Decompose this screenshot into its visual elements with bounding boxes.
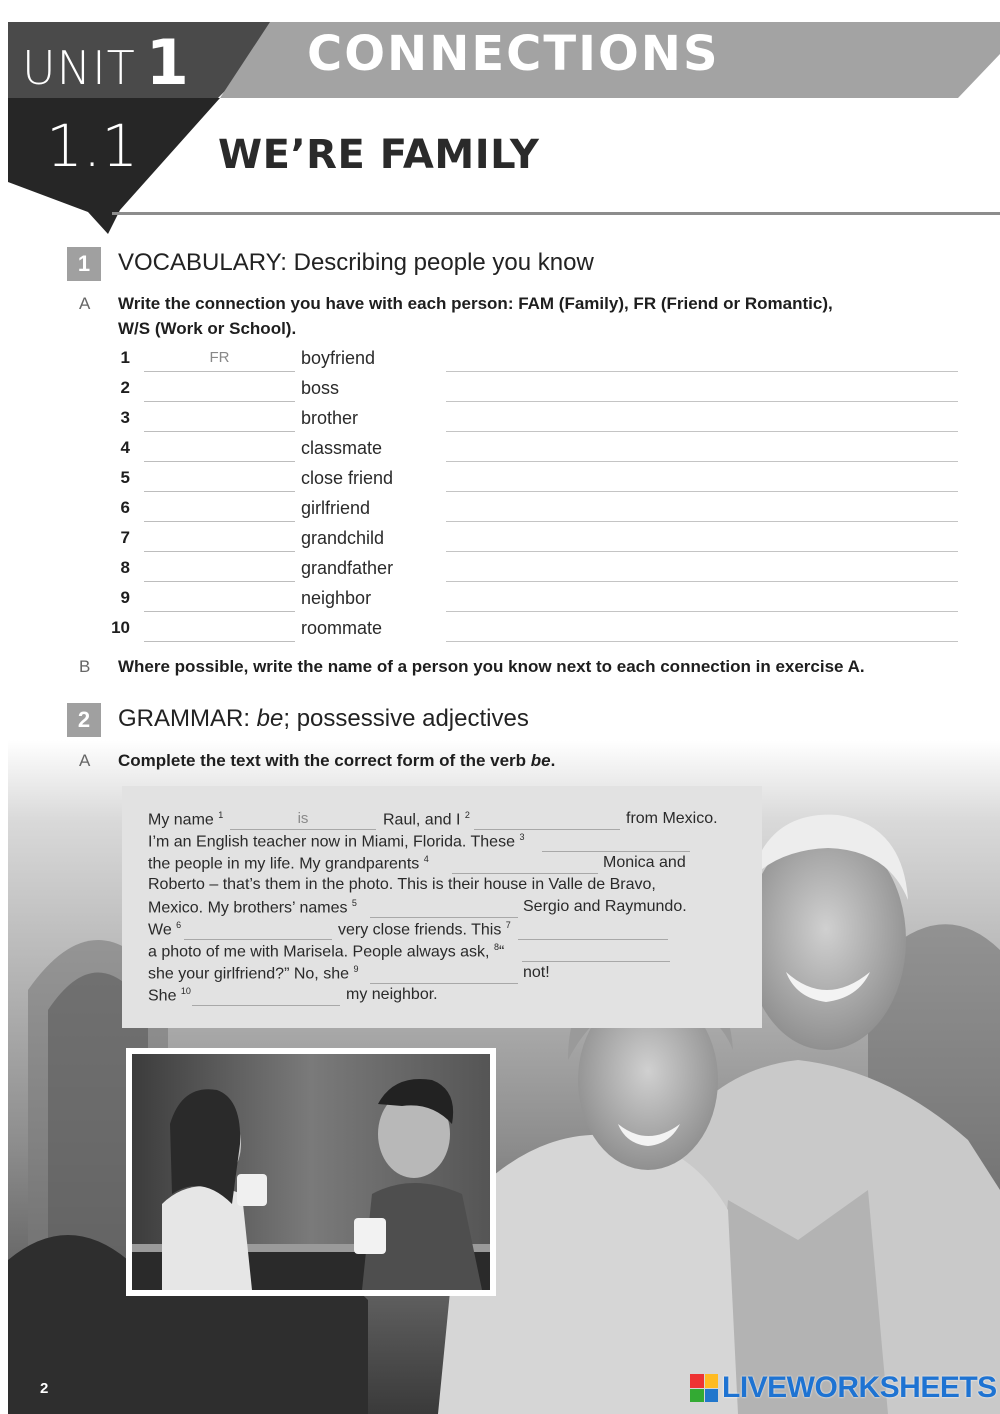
person-name-field[interactable] [446,436,958,462]
connection-answer-field[interactable] [144,436,295,462]
connection-answer-field[interactable]: FR [144,346,295,372]
section-2-title: GRAMMAR: be; possessive adjectives [118,705,529,732]
person-name-field[interactable] [446,406,958,432]
liveworksheets-logo[interactable] [690,1372,997,1404]
vocab-row [0,496,1000,526]
exercise-1b-instruction: Where possible, write the name of a person you know next to each connection in exercise A. [118,657,865,676]
section-1-badge: 1 [67,247,101,281]
text-line-6b: very close friends. This $^7$ [338,920,511,939]
person-word: boyfriend [301,348,376,368]
gap-10-field[interactable] [192,984,340,1006]
person-word: girlfriend [301,498,371,518]
vocab-row [0,526,1000,556]
vocab-row [0,556,1000,586]
exercise-1a-instruction [118,291,833,341]
item-number: 5 [120,468,130,487]
connection-answer-field[interactable] [144,616,295,642]
person-name-field[interactable] [446,496,958,522]
connection-answer-field[interactable] [144,556,295,582]
vocab-row [0,406,1000,436]
section-2-badge: 2 [67,703,101,737]
connection-answer-field[interactable] [144,526,295,552]
vocab-row [0,376,1000,406]
item-number: 4 [120,438,130,457]
text-line-1b: Raul, and I $^2$ [383,810,470,829]
section-1-title: VOCABULARY: Describing people you know [118,249,594,276]
item-number: 10 [111,618,130,637]
vocab-row [0,466,1000,496]
person-word: brother [301,408,359,428]
gap-2-field[interactable] [474,808,620,830]
connection-answer-field[interactable] [144,466,295,492]
text-line-5: Mexico. My brothers’ names $^5$ [148,898,357,917]
gap-8-field[interactable] [522,940,670,962]
couple-photo-image [132,1054,490,1290]
vocab-row [0,616,1000,646]
gap-7-field[interactable] [518,918,668,940]
lesson-number: 1.1 [46,112,139,180]
item-number: 3 [120,408,130,427]
person-word: boss [301,378,340,398]
person-word: grandchild [301,528,385,548]
gap-4-field[interactable] [452,852,598,874]
gap-9-field[interactable] [370,962,518,984]
person-name-field[interactable] [446,556,958,582]
gap-1-field[interactable]: is [230,808,376,830]
unit-title: CONNECTIONS [307,26,720,82]
connection-answer-field[interactable] [144,406,295,432]
exercise-1b-letter: B [79,657,91,676]
text-line-3: the people in my life. My grandparents $^4$ [148,854,429,873]
liveworksheets-wordmark: LIVEWORKSHEETS [722,1371,997,1404]
couple-photo [126,1048,496,1296]
vocab-row [0,436,1000,466]
page-number: 2 [40,1380,49,1397]
person-word: classmate [301,438,383,458]
item-number: 9 [120,588,130,607]
person-name-field[interactable] [446,466,958,492]
item-number: 6 [120,498,130,517]
connection-answer-field[interactable] [144,496,295,522]
item-number: 7 [120,528,130,547]
text-line-4: Roberto – that’s them in the photo. This is their house in Valle de Bravo, [148,876,656,893]
person-name-field[interactable] [446,586,958,612]
unit-label: UNIT 1 [22,26,190,99]
gap-3-field[interactable] [542,830,690,852]
text-line-9: She $^{10}$ [148,986,191,1005]
instruction-line-1: Write the connection you have with each person: FAM (Family), FR (Friend or Romantic), [118,294,833,313]
text-line-2: I’m an English teacher now in Miami, Florida. These $^3$ [148,832,525,851]
vocab-row [0,346,1000,376]
text-line-3b: Monica and [603,854,686,871]
text-line-9b: my neighbor. [346,986,438,1003]
text-line-8: she your girlfriend?” No, she $^9$ [148,964,359,983]
person-word: close friend [301,468,394,488]
vocab-row [0,586,1000,616]
person-name-field[interactable] [446,346,958,372]
person-word: grandfather [301,558,394,578]
person-word: roommate [301,618,383,638]
text-line-5b: Sergio and Raymundo. [523,898,687,915]
connection-answer-field[interactable] [144,586,295,612]
exercise-2a-instruction: Complete the text with the correct form of the verb be. [118,751,556,770]
instruction-line-2: W/S (Work or School). [118,319,297,338]
gap-5-field[interactable] [370,896,518,918]
exercise-1a-letter: A [79,294,91,313]
person-word: neighbor [301,588,372,608]
text-line-8b: not! [523,964,550,981]
person-name-field[interactable] [446,616,958,642]
lesson-title: WE’RE FAMILY [218,132,540,178]
connection-answer-field[interactable] [144,376,295,402]
text-line-1: My name $^1$ [148,810,224,829]
person-name-field[interactable] [446,376,958,402]
item-number: 2 [120,378,130,397]
item-number: 8 [120,558,130,577]
gap-6-field[interactable] [184,918,332,940]
person-name-field[interactable] [446,526,958,552]
liveworksheets-logo-icon [690,1374,718,1402]
text-line-1c: from Mexico. [626,810,718,827]
exercise-2a-letter: A [79,751,91,770]
text-line-7: a photo of me with Marisela. People always ask, $^8$“ [148,942,505,961]
lesson-divider [112,212,1000,215]
text-line-6: We $^6$ [148,920,182,939]
item-number: 1 [120,348,130,367]
